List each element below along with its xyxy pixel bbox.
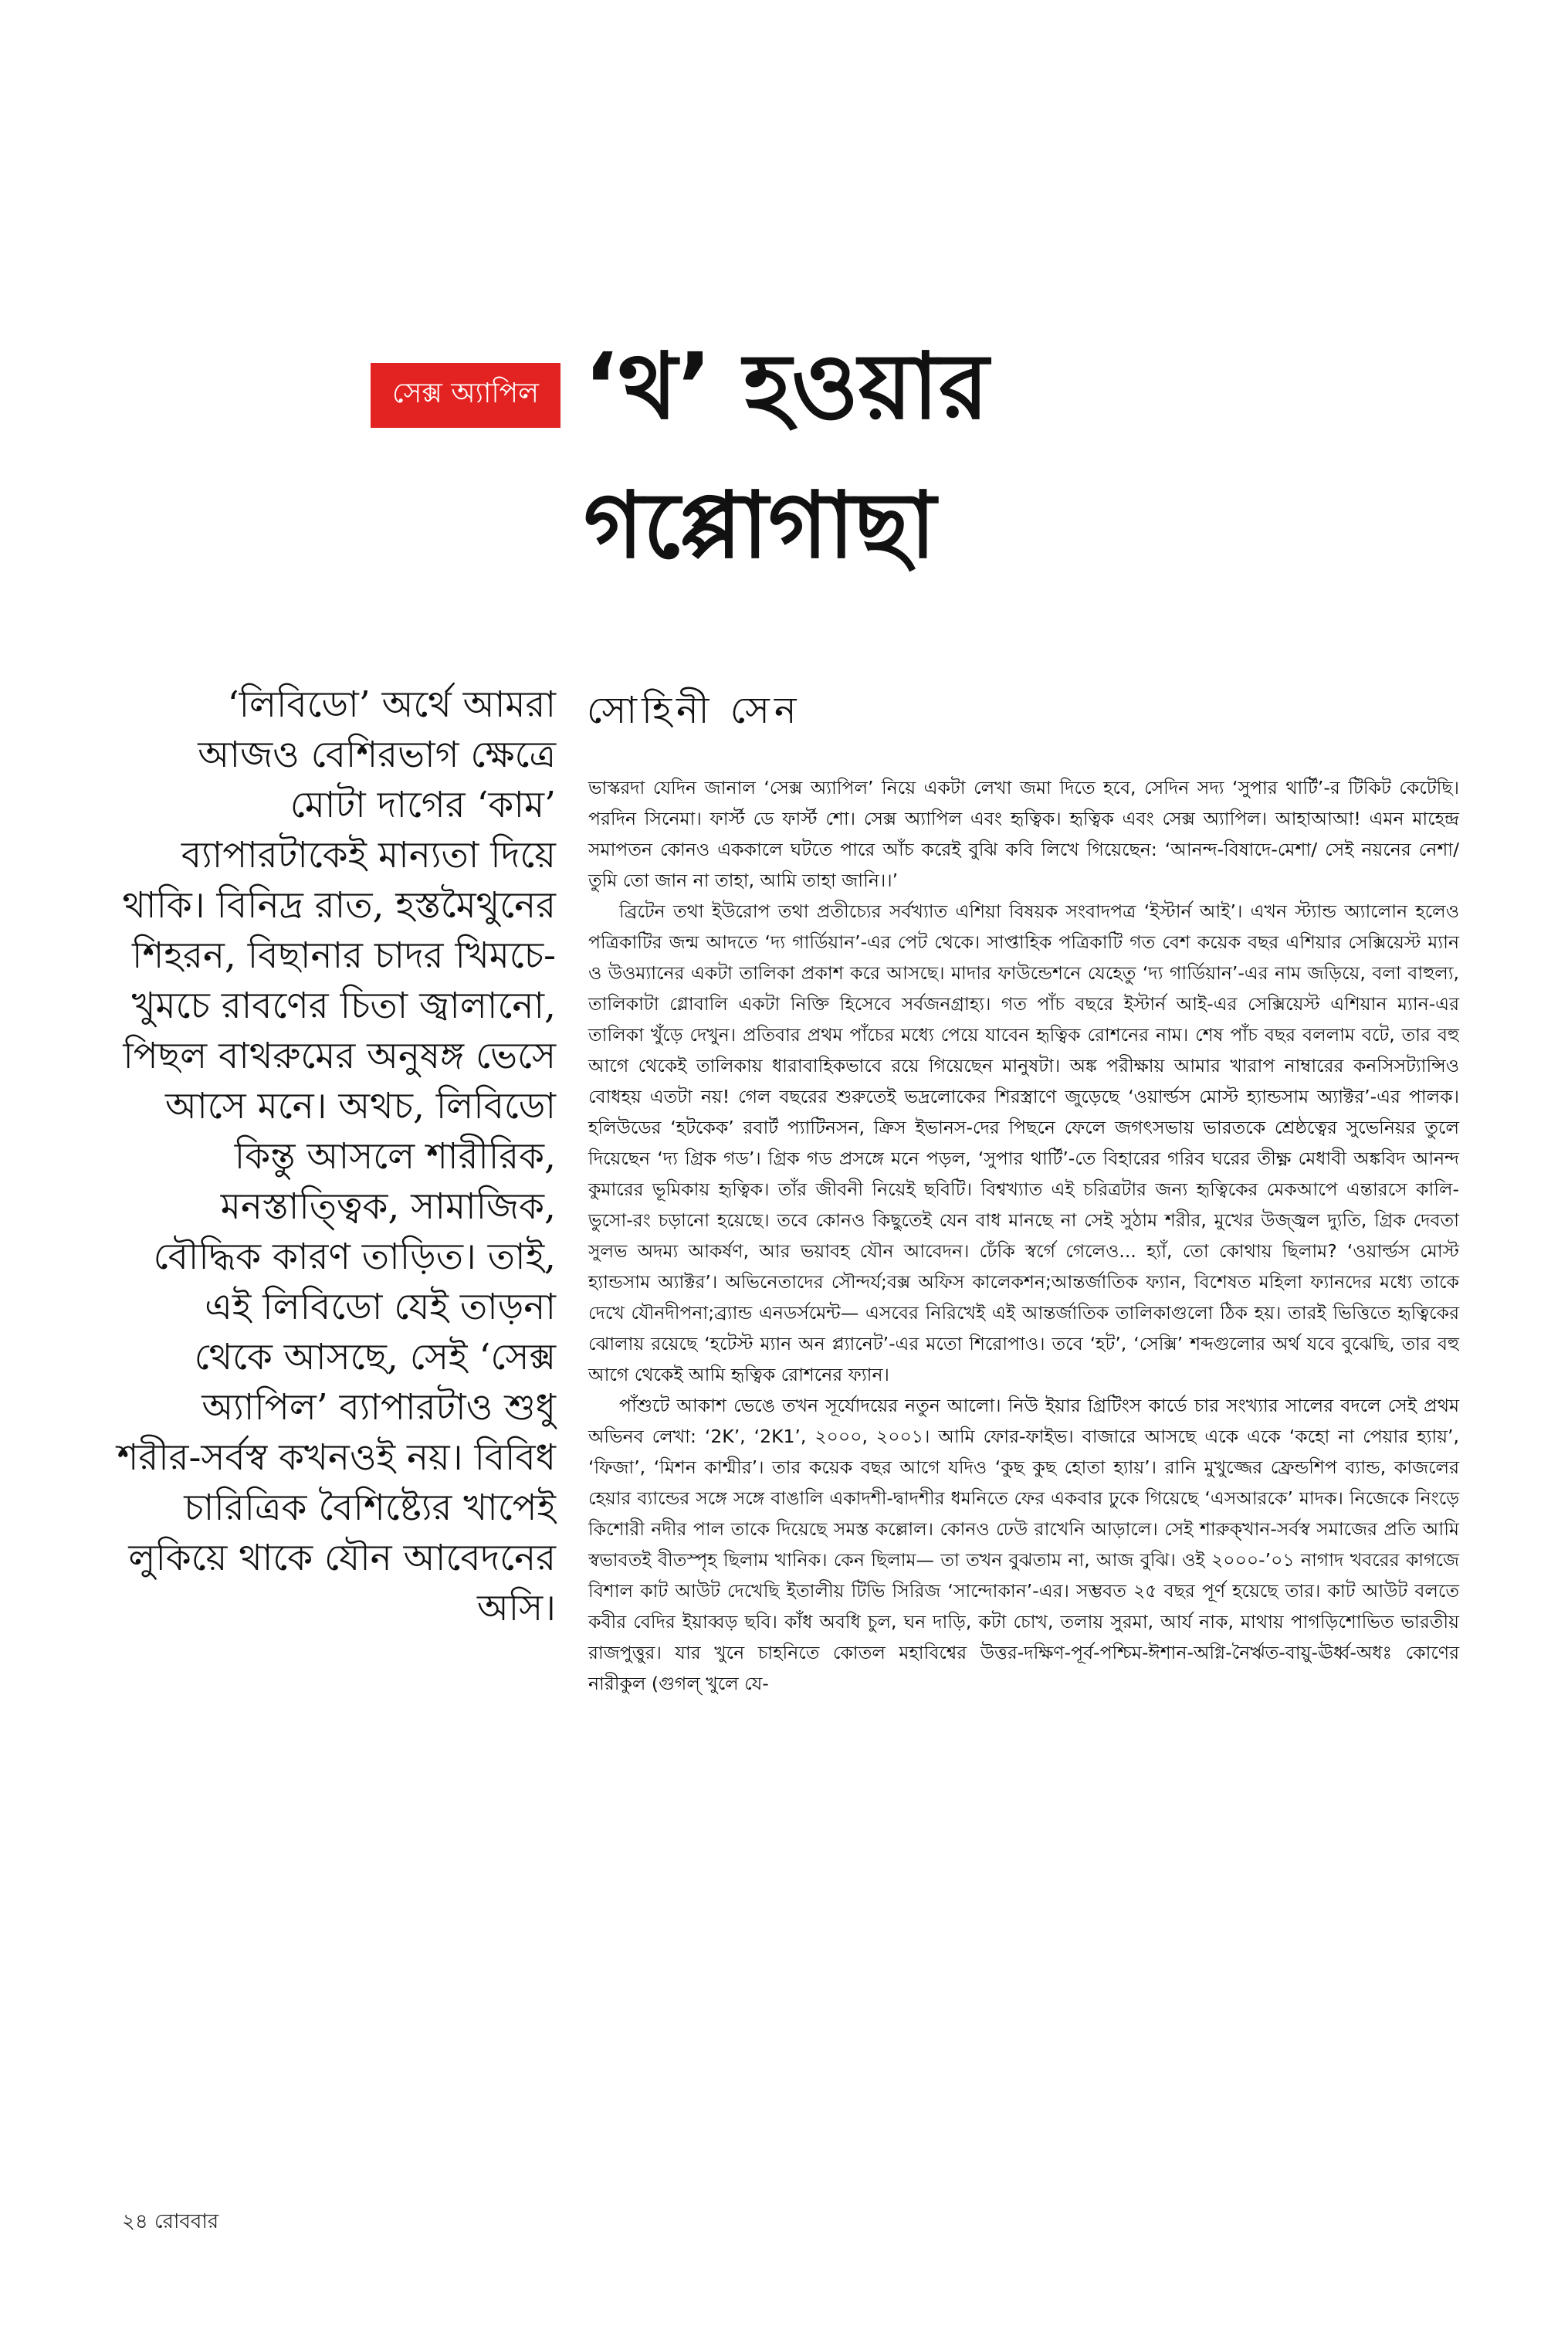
headline-line-2: গপ্পোগাছা: [584, 472, 936, 578]
article-body: [588, 772, 1459, 1699]
byline: সোহিনী সেন: [587, 689, 801, 732]
article-paragraph-2: ব্রিটেন তথা ইউরোপ তথা প্রতীচ্যের সর্বখ্যাত এশিয়া বিষয়ক সংবাদপত্র ‘ইস্টার্ন আই’। এখন স্ট্যান্ড অ্যালোন হলেও পত্রিকাটির জন্ম আদতে ‘দ্য গার্ডিয়ান’-এর পেট থেকে। সাপ্তাহিক পত্রিকাটি গত বেশ কয়েক বছর এশিয়ার সেক্সিয়েস্ট ম্যান ও উওম্যানের একটা তালিকা প্রকাশ করে আসছে। মাদার ফাউন্ডেশনে যেহেতু ‘দ্য গার্ডিয়ান’-এর নাম জড়িয়ে, বলা বাহুল্য, তালিকাটা গ্লোবালি একটা নিক্তি হিসেবে সর্বজনগ্রাহ্য। গত পাঁচ বছরে ইস্টার্ন আই-এর সেক্সিয়েস্ট এশিয়ান ম্যান-এর তালিকা খুঁড়ে দেখুন। প্রতিবার প্রথম পাঁচের মধ্যে পেয়ে যাবেন হৃত্বিক রোশনের নাম। শেষ পাঁচ বছর বললাম বটে, তার বহু আগে থেকেই তালিকায় ধারাবাহিকভাবে রয়ে গিয়েছেন মানুষটা। অঙ্ক পরীক্ষায় আমার খারাপ নাম্বারের কনসিসট্যান্সিও বোধহয় এতটা নয়! গেল বছরের শুরুতেই ভদ্রলোকের শিরস্ত্রাণে জুড়েছে ‘ওয়ার্ল্ডস মোস্ট হ্যান্ডসাম অ্যাক্টর’-এর পালক। হলিউডের ‘হটকেক’ রবার্ট প্যাটিনসন, ক্রিস ইভানস-দের পিছনে ফেলে জগৎসভায় ভারতকে শ্রেষ্ঠত্বের সুভেনিয়র তুলে দিয়েছেন ‘দ্য গ্রিক গড’। গ্রিক গড প্রসঙ্গে মনে পড়ল, ‘সুপার থার্টি’-তে বিহারের গরিব ঘরের তীক্ষ্ণ মেধাবী অঙ্কবিদ আনন্দ কুমারের ভূমিকায় হৃত্বিক। তাঁর জীবনী নিয়েই ছবিটি। বিশ্বখ্যাত এই চরিত্রটার জন্য হৃত্বিকের মেকআপে এন্তারসে কালি-ভুসো-রং চড়ানো হয়েছে। তবে কোনও কিছুতেই যেন বাধ মানছে না সেই সুঠাম শরীর, মুখের উজ্জ্বল দ্যুতি, গ্রিক দেবতা সুলভ অদম্য আকর্ষণ, আর ভয়াবহ যৌন আবেদন। ঢেঁকি স্বর্গে গেলেও... হ্যাঁ, তো কোথায় ছিলাম? ‘ওয়ার্ল্ডস মোস্ট হ্যান্ডসাম অ্যাক্টর’। অভিনেতাদের সৌন্দর্য;বক্স অফিস কালেকশন;আন্তর্জাতিক ফ্যান, বিশেষত মহিলা ফ্যানদের মধ্যে তাকে দেখে যৌনদীপনা;ব্র্যান্ড এনডর্সমেন্ট— এসবের নিরিখেই এই আন্তর্জাতিক তালিকাগুলো ঠিক হয়। তারই ভিত্তিতে হৃত্বিকের ঝোলায় রয়েছে ‘হটেস্ট ম্যান অন প্ল্যানেট’-এর মতো শিরোপাও। তবে ‘হট’, ‘সেক্সি’ শব্দগুলোর অর্থ যবে বুঝেছি, তার বহু আগে থেকেই আমি হৃত্বিক রোশনের ফ্যান।: [588, 900, 1459, 1385]
headline-line-1: ‘থ’ হওয়ার: [584, 333, 989, 439]
section-tag: সেক্স অ্যাপিল: [371, 363, 560, 428]
headline: [584, 317, 1433, 595]
article-paragraph-1: ভাস্করদা যেদিন জানাল ‘সেক্স অ্যাপিল’ নিয়ে একটা লেখা জমা দিতে হবে, সেদিন সদ্য ‘সুপার থার্টি’-র টিকিট কেটেছি। পরদিন সিনেমা। ফার্স্ট ডে ফার্স্ট শো। সেক্স অ্যাপিল এবং হৃত্বিক। হৃত্বিক এবং সেক্স অ্যাপিল। আহাআআ! এমন মাহেন্দ্র সমাপতন কোনও এককালে ঘটতে পারে আঁচ করেই বুঝি কবি লিখে গিয়েছেন: ‘আনন্দ-বিষাদে-মেশা/ সেই নয়নের নেশা/ তুমি তো জান না তাহা, আমি তাহা জানি।।’: [588, 777, 1459, 891]
article-paragraph-3: পাঁশুটে আকাশ ভেঙে তখন সূর্যোদয়ের নতুন আলো। নিউ ইয়ার গ্রিটিংস কার্ডে চার সংখ্যার সালের বদলে সেই প্রথম অভিনব লেখা: ‘2K’, ‘2K1’, ২০০০, ২০০১। আমি ফোর-ফাইভ। বাজারে আসছে একে একে ‘কহো না পেয়ার হ্যায়’, ‘ফিজা’, ‘মিশন কাশ্মীর’। তার কয়েক বছর আগে যদিও ‘কুছ কুছ হোতা হ্যায়’। রানি মুখুজ্জের ফ্রেন্ডশিপ ব্যান্ড, কাজলের হেয়ার ব্যান্ডের সঙ্গে সঙ্গে বাঙালি একাদশী-দ্বাদশীর ধমনিতে ফের একবার ঢুকে গিয়েছে ‘এসআরকে’ মাদক। নিজেকে নিংড়ে কিশোরী নদীর পাল তাকে দিয়েছে সমস্ত কল্লোল। কোনও ঢেউ রাখেনি আড়ালে। সেই শারুক্খান-সর্বস্ব সমাজের প্রতি আমি স্বভাবতই বীতস্পৃহ ছিলাম খানিক। কেন ছিলাম— তা তখন বুঝতাম না, আজ বুঝি। ওই ২০০০-’০১ নাগাদ খবরের কাগজে বিশাল কাট আউট দেখেছি ইতালীয় টিভি সিরিজ ‘সান্দোকান’-এর। সম্ভবত ২৫ বছর পূর্ণ হয়েছে তার। কাট আউট বলতে কবীর বেদির ইয়াব্বড় ছবি। কাঁধ অবধি চুল, ঘন দাড়ি, কটা চোখ, তলায় সুরমা, আর্য নাক, মাথায় পাগড়িশোভিত ভারতীয় রাজপুত্তুর। যার খুনে চাহনিতে কোতল মহাবিশ্বের উত্তর-দক্ষিণ-পূর্ব-পশ্চিম-ঈশান-অগ্নি-নৈর্ঋত-বায়ু-ঊর্ধ্ব-অধঃ কোণের নারীকুল (গুগল্‌ খুলে যে-: [588, 1395, 1459, 1694]
page-footer: ২৪ রোববার: [122, 2210, 219, 2233]
pull-quote: ‘লিবিডো’ অর্থে আমরা আজও বেশিরভাগ ক্ষেত্রে মোটা দাগের ‘কাম’ ব্যাপারটাকেই মান্যতা দিয়ে থাকি। বিনিদ্র রাত, হস্তমৈথুনের শিহরন, বিছানার চাদর খিমচে-খুমচে রাবণের চিতা জ্বালানো, পিছল বাথরুমের অনুষঙ্গ ভেসে আসে মনে। অথচ, লিবিডো কিন্তু আসলে শারীরিক, মনস্তাত্ত্বিক, সামাজিক, বৌদ্ধিক কারণ তাড়িত। তাই, এই লিবিডো যেই তাড়না থেকে আসছে, সেই ‘সেক্স অ্যাপিল’ ব্যাপারটাও শুধু শরীর-সর্বস্ব কখনওই নয়। বিবিধ চারিত্রিক বৈশিষ্ট্যের খাপেই লুকিয়ে থাকে যৌন আবেদনের অসি।: [117, 683, 556, 1629]
